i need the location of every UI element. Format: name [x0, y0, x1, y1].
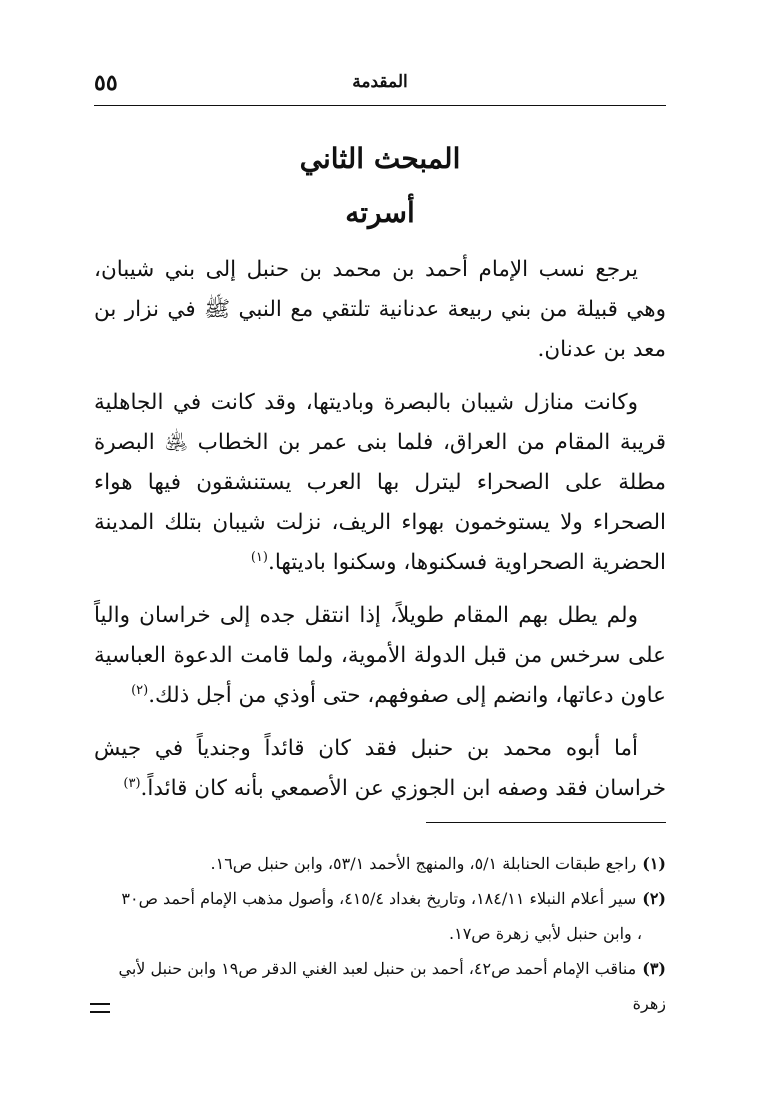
section-subtitle: أسرته — [345, 196, 415, 229]
footnote-reference: (٣) — [123, 775, 141, 791]
footnote — [94, 846, 666, 881]
footnote-text: راجع طبقات الحنابلة ٥/١، والمنهج الأحمد ٥٣/١، وابن حنبل ص١٦. — [210, 854, 637, 873]
footnote-reference: (١) — [250, 549, 268, 565]
paragraph-text: أما أبوه محمد بن حنبل فقد كان قائداً وجندياً في جيش خراسان فقد وصفه ابن الجوزي عن الأصمعي بأنه كان قائداً. — [94, 736, 666, 801]
footnote-reference: (٢) — [131, 682, 149, 698]
paragraph-text: وكانت منازل شيبان بالبصرة وباديتها، وقد كانت في الجاهلية قريبة المقام من العراق، فلما بنى عمر بن الخطاب ﵁ البصرة مطلة على الصحراء ليترل بها العرب يستنشقون فيها هواء الصحراء ولا يستوخمون بهواء الريف، نزلت شيبان بتلك المدينة الحضرية الصحراوية فسكنوها، وسكنوا باديتها. — [94, 390, 666, 575]
paragraph — [94, 729, 666, 809]
footnote-marker: (٣) — [642, 959, 666, 978]
footnote-continuation: ، وابن حنبل لأبي زهرة ص١٧. — [449, 924, 642, 943]
running-title: المقدمة — [352, 72, 408, 92]
paragraph — [94, 383, 666, 583]
paragraph-text: ولم يطل بهم المقام طويلاً، إذا انتقل جده إلى خراسان والياً على سرخس من قبل الدولة الأموية، ولما قامت الدعوة العباسية عاون دعاتها، وانضم إلى صفوفهم، حتى أوذي من أجل ذلك. — [94, 603, 666, 708]
footnote-text: سير أعلام النبلاء ١٨٤/١١، وتاريخ بغداد ٤١٥/٤، وأصول مذهب الإمام أحمد ص٣٠ — [121, 889, 637, 908]
page-number: ٥٥ — [94, 70, 118, 96]
paragraph — [94, 596, 666, 716]
footnote-separator — [426, 822, 666, 823]
section-title: المبحث الثاني — [299, 142, 461, 175]
footnote-text: مناقب الإمام أحمد ص٤٢، أحمد بن حنبل لعبد الغني الدقر ص١٩ وابن حنبل لأبي زهرة — [118, 959, 666, 1013]
running-header — [94, 70, 666, 100]
footnote-marker: (١) — [642, 854, 666, 873]
footnote-marker: (٢) — [642, 889, 666, 908]
paragraph — [94, 250, 666, 370]
body-text — [94, 250, 666, 822]
footnote — [94, 951, 666, 1021]
footnote — [94, 881, 666, 916]
continuation-mark — [90, 1003, 110, 1013]
header-rule — [94, 105, 666, 106]
paragraph-text: يرجع نسب الإمام أحمد بن محمد بن حنبل إلى بني شيبان، وهي قبيلة من بني ربيعة عدنانية تلتقي مع النبي ﷺ في نزار بن معد بن عدنان. — [94, 257, 666, 362]
footnotes — [94, 846, 666, 1021]
